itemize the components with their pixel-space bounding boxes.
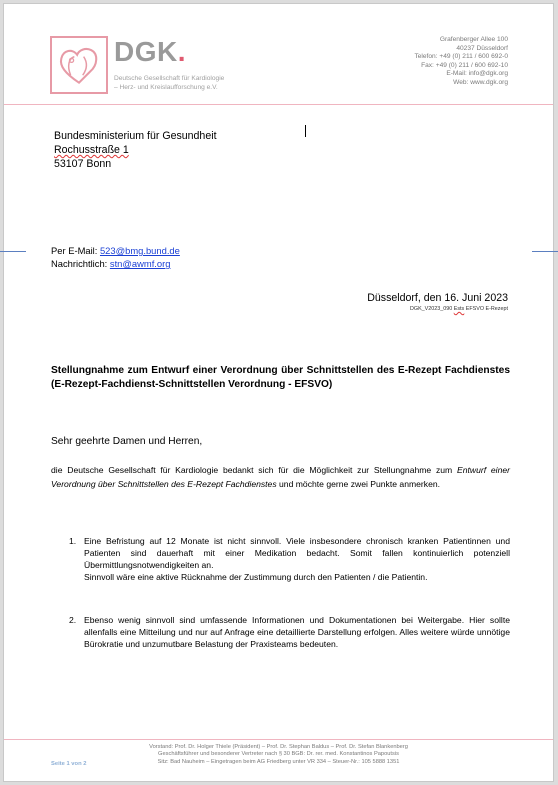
org-name: Deutsche Gesellschaft für Kardiologie – Herz- und Kreislaufforschung e.V. xyxy=(114,75,225,91)
list-item: 1. Eine Befristung auf 12 Monate ist nicht sinnvoll. Viele insbesondere chronisch kranken Patientinnen und Patienten sind dauerhaft mit einer Medikation bedacht. Somit fallen kontinuierlich potenziell Übermittlungsnotwendigkeiten an. Sinnvoll wäre eine aktive Rücknahme der Zustimmung durch den Patienten / die Patientin. xyxy=(69,536,510,582)
reference-number: DGK_V2023_090 Ests EFSVO E-Rezept xyxy=(410,306,508,312)
salutation: Sehr geehrte Damen und Herren, xyxy=(51,436,203,447)
list-item: 2. Ebenso wenig sinnvoll sind umfassende Informationen und Dokumentationen bei Weitergabe. Hier sollte allenfalls eine Mitteilung und nur auf Anfrage eine detaillierte Darstellung erfolgen. Alles weitere würde unnötige Bürokratie und unzumutbare Belastung der Praxisteams bedeuten. xyxy=(69,615,510,649)
logo-wordmark: DGK. xyxy=(114,36,187,67)
email-link-awmf[interactable]: stn@awmf.org xyxy=(109,258,171,269)
email-link-bmg[interactable]: 523@bmg.bund.de xyxy=(99,245,180,256)
letter-subject: Stellungnahme zum Entwurf einer Verordnung über Schnittstellen des E-Rezept Fachdienstes (E-Rezept-Fachdienst-Schnittstellen Verordnung - EFSVO) xyxy=(51,365,510,390)
dgk-heart-logo-icon xyxy=(50,36,108,94)
right-margin-marker xyxy=(532,251,558,252)
email-block: Per E-Mail: 523@bmg.bund.de Nachrichtlich: stn@awmf.org xyxy=(51,245,180,269)
sender-address: Grafenberger Allee 100 40237 Düsseldorf Telefon: +49 (0) 211 / 600 692-0 Fax: +49 (0) 211 / 600 692-10 E-Mail: info@dgk.org Web: www.dgk.org xyxy=(414,36,508,86)
header-divider xyxy=(4,104,553,105)
letter-date: Düsseldorf, den 16. Juni 2023 xyxy=(367,292,508,304)
footer-text: Vorstand: Prof. Dr. Holger Thiele (Präsident) – Prof. Dr. Stephan Baldus – Prof. Dr. Stefan Blankenberg Geschäftsführer und besonderer Vertreter nach § 30 BGB: Dr. rer. med. Konstantinos Papoutsis Sitz: Bad Nauheim – Eingetragen beim AG Friedberg unter VR 334 – Steuer-Nr.: 105 5888 1351 xyxy=(149,744,408,765)
letter-page xyxy=(3,3,554,782)
left-margin-marker xyxy=(0,251,26,252)
page-number: Seite 1 von 2 xyxy=(51,761,87,767)
text-cursor xyxy=(305,125,306,137)
points-list xyxy=(51,535,510,650)
footer-divider xyxy=(4,739,553,740)
intro-paragraph: die Deutsche Gesellschaft für Kardiologie bedankt sich für die Möglichkeit zur Stellungnahme zum Entwurf einer Verordnung über Schnittstellen des E-Rezept Fachdienstes und möchte gerne zwei Punkte anmerken. xyxy=(51,465,510,489)
recipient-address: Bundesministerium für Gesundheit Rochusstraße 1 53107 Bonn xyxy=(54,130,217,170)
